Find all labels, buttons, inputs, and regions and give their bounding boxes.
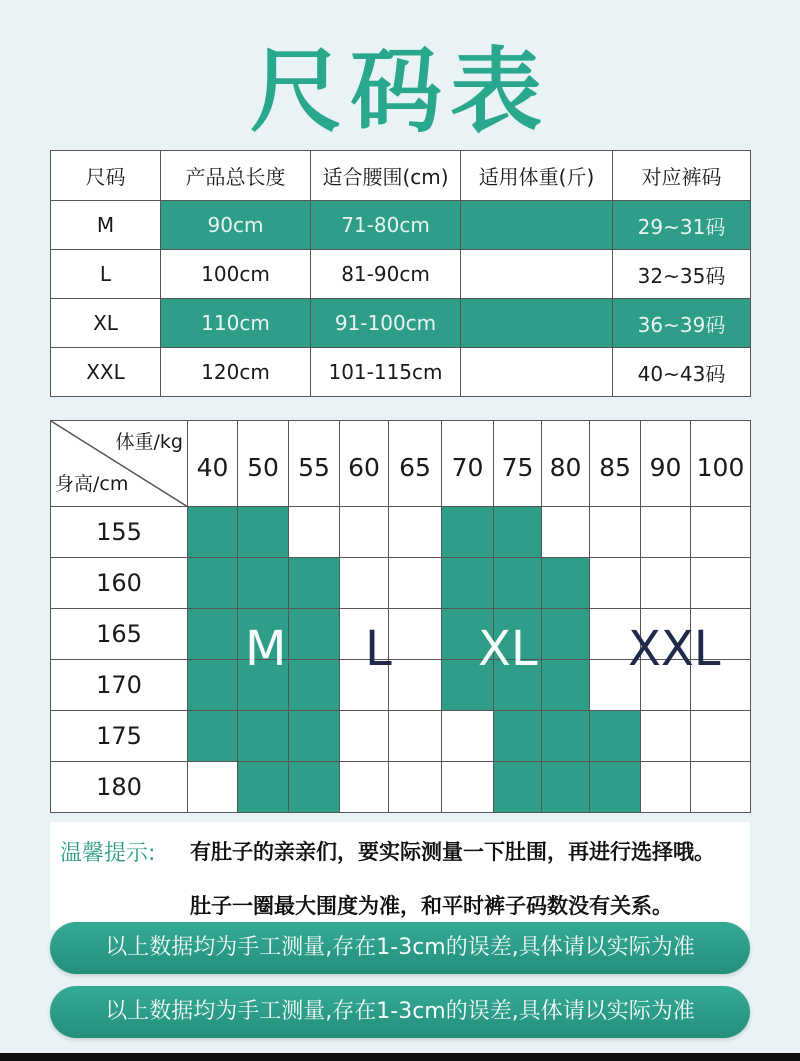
fit-cell	[691, 762, 751, 813]
size-table-cell-length: 90cm	[161, 201, 311, 250]
fit-cell	[238, 711, 289, 762]
fit-cell	[641, 558, 691, 609]
fit-cell	[542, 507, 590, 558]
fit-cell	[691, 507, 751, 558]
fit-chart-table	[50, 420, 751, 813]
fit-cell	[389, 762, 442, 813]
fit-cell	[641, 762, 691, 813]
size-spec-table	[50, 150, 751, 397]
fit-cell	[389, 507, 442, 558]
fit-cell	[590, 558, 641, 609]
zone-label-xxl: XXL	[628, 621, 721, 677]
height-row-header: 155	[51, 507, 188, 558]
fit-cell	[188, 711, 238, 762]
fit-cell	[289, 660, 340, 711]
size-table-cell-weight	[461, 201, 613, 250]
fit-cell	[442, 711, 494, 762]
fit-cell	[289, 558, 340, 609]
bottom-bar	[0, 1053, 800, 1061]
size-table-cell-length: 100cm	[161, 250, 311, 299]
fit-chart-header-row	[51, 421, 751, 507]
weight-column-header: 85	[590, 421, 641, 507]
size-table-cell-waist: 71-80cm	[311, 201, 461, 250]
size-table-cell-pants: 29~31码	[613, 201, 751, 250]
weight-axis-label: 体重/kg	[115, 431, 183, 453]
fit-cell	[542, 711, 590, 762]
size-table-cell-pants: 32~35码	[613, 250, 751, 299]
height-axis-label: 身高/cm	[55, 473, 129, 495]
fit-cell	[340, 558, 389, 609]
fit-cell	[289, 762, 340, 813]
fit-cell	[542, 762, 590, 813]
fit-cell	[188, 609, 238, 660]
zone-label-l: L	[365, 621, 392, 677]
tip-label: 温馨提示:	[60, 841, 156, 866]
fit-cell	[542, 609, 590, 660]
size-table-cell-waist: 81-90cm	[311, 250, 461, 299]
fit-cell	[340, 507, 389, 558]
fit-cell	[289, 711, 340, 762]
weight-column-header: 60	[340, 421, 389, 507]
size-table-row	[51, 250, 751, 299]
height-row-header: 170	[51, 660, 188, 711]
size-table-row	[51, 348, 751, 397]
size-table-header: 尺码	[51, 151, 161, 201]
fit-cell	[691, 711, 751, 762]
fit-cell	[542, 558, 590, 609]
height-row-header: 175	[51, 711, 188, 762]
weight-column-header: 90	[641, 421, 691, 507]
height-row	[51, 711, 751, 762]
size-table-cell-size: L	[51, 250, 161, 299]
size-table-cell-waist: 101-115cm	[311, 348, 461, 397]
size-table-row	[51, 299, 751, 348]
measurement-note-2: 以上数据均为手工测量,存在1-3cm的误差,具体请以实际为准	[50, 986, 750, 1038]
size-table-cell-waist: 91-100cm	[311, 299, 461, 348]
fit-cell	[641, 711, 691, 762]
size-table-cell-size: XL	[51, 299, 161, 348]
measurement-note-1: 以上数据均为手工测量,存在1-3cm的误差,具体请以实际为准	[50, 922, 750, 974]
fit-cell	[442, 762, 494, 813]
tip-line-1: 有肚子的亲亲们，要实际测量一下肚围，再进行选择哦。	[190, 840, 715, 864]
weight-column-header: 65	[389, 421, 442, 507]
size-table-cell-pants: 36~39码	[613, 299, 751, 348]
fit-chart-corner	[51, 421, 188, 507]
weight-column-header: 40	[188, 421, 238, 507]
size-table-cell-length: 120cm	[161, 348, 311, 397]
height-row	[51, 507, 751, 558]
fit-cell	[494, 507, 542, 558]
fit-cell	[188, 558, 238, 609]
size-table-header: 对应裤码	[613, 151, 751, 201]
fit-cell	[590, 507, 641, 558]
fit-cell	[590, 762, 641, 813]
zone-label-m: M	[245, 621, 287, 677]
fit-chart	[50, 420, 751, 813]
weight-column-header: 80	[542, 421, 590, 507]
fit-cell	[238, 558, 289, 609]
size-table-header: 适合腰围(cm)	[311, 151, 461, 201]
size-table-row	[51, 201, 751, 250]
fit-cell	[389, 660, 442, 711]
height-row	[51, 762, 751, 813]
fit-cell	[289, 507, 340, 558]
fit-cell	[494, 558, 542, 609]
size-table-header: 适用体重(斤)	[461, 151, 613, 201]
height-row	[51, 558, 751, 609]
fit-cell	[188, 762, 238, 813]
height-row-header: 160	[51, 558, 188, 609]
page-title: 尺码表	[249, 38, 550, 145]
fit-cell	[691, 558, 751, 609]
fit-cell	[442, 558, 494, 609]
height-row-header: 180	[51, 762, 188, 813]
zone-label-xl: XL	[478, 621, 538, 677]
fit-cell	[494, 711, 542, 762]
size-table-cell-weight	[461, 348, 613, 397]
tip-box	[50, 822, 750, 930]
fit-cell	[641, 507, 691, 558]
fit-cell	[389, 558, 442, 609]
fit-cell	[442, 507, 494, 558]
tip-line-2: 肚子一圈最大围度为准，和平时裤子码数没有关系。	[190, 894, 673, 918]
weight-column-header: 55	[289, 421, 340, 507]
size-table-header-row	[51, 151, 751, 201]
fit-cell	[389, 711, 442, 762]
fit-cell	[289, 609, 340, 660]
fit-cell	[340, 762, 389, 813]
weight-column-header: 100	[691, 421, 751, 507]
weight-column-header: 50	[238, 421, 289, 507]
size-table-cell-size: M	[51, 201, 161, 250]
fit-cell	[389, 609, 442, 660]
size-table-cell-weight	[461, 250, 613, 299]
fit-cell	[238, 507, 289, 558]
weight-column-header: 70	[442, 421, 494, 507]
size-table-cell-pants: 40~43码	[613, 348, 751, 397]
fit-cell	[238, 762, 289, 813]
size-table-cell-size: XXL	[51, 348, 161, 397]
fit-cell	[188, 660, 238, 711]
fit-cell	[188, 507, 238, 558]
height-row-header: 165	[51, 609, 188, 660]
fit-cell	[340, 711, 389, 762]
fit-cell	[590, 711, 641, 762]
weight-column-header: 75	[494, 421, 542, 507]
fit-cell	[542, 660, 590, 711]
fit-cell	[494, 762, 542, 813]
size-table-header: 产品总长度	[161, 151, 311, 201]
size-table-cell-weight	[461, 299, 613, 348]
size-table-cell-length: 110cm	[161, 299, 311, 348]
